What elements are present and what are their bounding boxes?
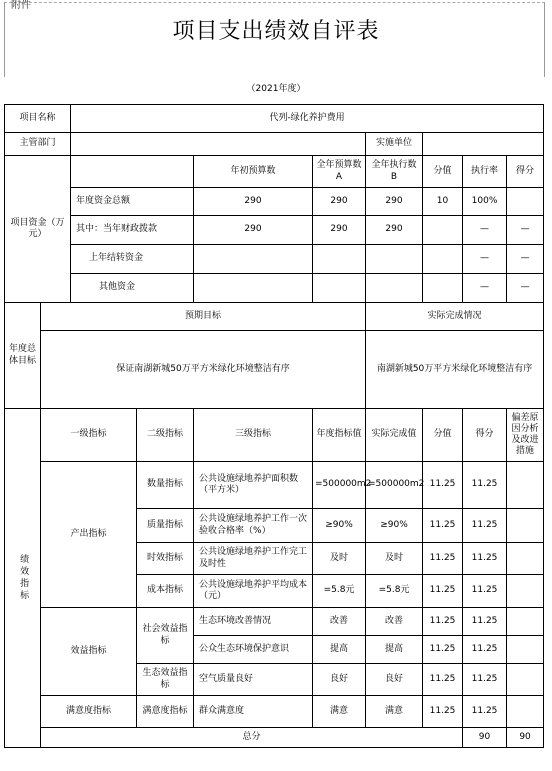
funds-row-score: — bbox=[507, 274, 544, 303]
level3-score: 11.25 bbox=[463, 636, 507, 664]
level3-score: 11.25 bbox=[463, 462, 507, 509]
level3-target: 提高 bbox=[313, 636, 366, 664]
funds-header-exec: 全年执行数 B bbox=[366, 156, 423, 188]
level3-name: 公共设施绿地养护面积数（平方米） bbox=[194, 462, 313, 509]
goal-planned-header: 预期目标 bbox=[41, 303, 366, 331]
perf-label-cell bbox=[5, 409, 41, 748]
funds-row-rate: 100% bbox=[463, 188, 507, 216]
level3-actual: 满意 bbox=[366, 696, 423, 728]
funds-row-annual bbox=[313, 245, 366, 274]
level3-target: =5.8元 bbox=[313, 575, 366, 608]
level3-score: 11.25 bbox=[463, 543, 507, 575]
level3-name: 公共设施绿地养护工作一次验收合格率（%） bbox=[194, 509, 313, 543]
level3-name: 空气质量良好 bbox=[194, 664, 313, 696]
level3-actual: ≥90% bbox=[366, 509, 423, 543]
impl-label: 实施单位 bbox=[366, 133, 423, 156]
level3-name: 生态环境改善情况 bbox=[194, 608, 313, 636]
level3-score-val: 11.25 bbox=[423, 696, 463, 728]
level2-cost: 成本指标 bbox=[137, 575, 194, 608]
level3-target: 及时 bbox=[313, 543, 366, 575]
level3-target: 满意 bbox=[313, 696, 366, 728]
level3-name: 群众满意度 bbox=[194, 696, 313, 728]
perf-header-target: 年度指标值 bbox=[313, 409, 366, 462]
level3-score-val: 11.25 bbox=[423, 462, 463, 509]
funds-row-rate: — bbox=[463, 245, 507, 274]
funds-row-init bbox=[194, 245, 313, 274]
level3-name: 公共设施绿地养护平均成本（元） bbox=[194, 575, 313, 608]
funds-header-rate: 执行率 bbox=[463, 156, 507, 188]
level3-score-val: 11.25 bbox=[423, 543, 463, 575]
level2-satisfaction: 满意度指标 bbox=[137, 696, 194, 728]
level3-target: =500000m2 bbox=[313, 462, 366, 509]
level3-deviation bbox=[507, 543, 544, 575]
funds-row-annual: 290 bbox=[313, 188, 366, 216]
level3-score: 11.25 bbox=[463, 575, 507, 608]
goal-planned: 保证南湖新城50万平方米绿化环境整洁有序 bbox=[41, 331, 366, 409]
level3-deviation bbox=[507, 509, 544, 543]
perf-header-level3: 三级指标 bbox=[194, 409, 313, 462]
funds-row-score-val: 10 bbox=[423, 188, 463, 216]
funds-row-score-val bbox=[423, 245, 463, 274]
level1-output: 产出指标 bbox=[41, 462, 137, 608]
level3-deviation bbox=[507, 462, 544, 509]
funds-row-exec: 290 bbox=[366, 216, 423, 245]
perf-label: 绩效指标 bbox=[18, 554, 29, 602]
level3-score-val: 11.25 bbox=[423, 608, 463, 636]
year-label: （2021年度） bbox=[246, 84, 306, 94]
funds-row-init: 290 bbox=[194, 188, 313, 216]
level3-score-val: 11.25 bbox=[423, 664, 463, 696]
funds-label: 项目资金（万元） bbox=[5, 156, 71, 303]
funds-row-exec bbox=[366, 245, 423, 274]
level3-actual: 改善 bbox=[366, 608, 423, 636]
funds-header-score: 得分 bbox=[507, 156, 544, 188]
level3-actual: 提高 bbox=[366, 636, 423, 664]
level2-social: 社会效益指标 bbox=[137, 608, 194, 664]
level3-target: 良好 bbox=[313, 664, 366, 696]
impl-value bbox=[423, 133, 544, 156]
funds-row-name: 其中：当年财政拨款 bbox=[71, 216, 194, 245]
level3-actual: 良好 bbox=[366, 664, 423, 696]
project-name-label: 项目名称 bbox=[5, 105, 71, 133]
funds-header-init: 年初预算数 bbox=[194, 156, 313, 188]
funds-row-rate: — bbox=[463, 216, 507, 245]
funds-row-score: — bbox=[507, 245, 544, 274]
funds-header-blank bbox=[71, 156, 194, 188]
funds-header-annual: 全年预算数 A bbox=[313, 156, 366, 188]
level1-benefit: 效益指标 bbox=[41, 608, 137, 696]
perf-header-level1: 一级指标 bbox=[41, 409, 137, 462]
level3-target: 改善 bbox=[313, 608, 366, 636]
level2-quantity: 数量指标 bbox=[137, 462, 194, 509]
level3-score: 11.25 bbox=[463, 608, 507, 636]
level3-score-val: 11.25 bbox=[423, 636, 463, 664]
total-label: 总分 bbox=[41, 728, 463, 748]
goal-label: 年度总体目标 bbox=[5, 303, 41, 409]
level3-actual: =5.8元 bbox=[366, 575, 423, 608]
level3-name: 公众生态环境保护意识 bbox=[194, 636, 313, 664]
dept-value bbox=[71, 133, 366, 156]
perf-header-score-val: 分值 bbox=[423, 409, 463, 462]
funds-row-score-val bbox=[423, 274, 463, 303]
perf-header-score: 得分 bbox=[463, 409, 507, 462]
level2-quality: 质量指标 bbox=[137, 509, 194, 543]
level3-score: 11.25 bbox=[463, 664, 507, 696]
level3-deviation bbox=[507, 636, 544, 664]
funds-row-rate: — bbox=[463, 274, 507, 303]
goal-actual-header: 实际完成情况 bbox=[366, 303, 544, 331]
corner-label: 附件 bbox=[11, 0, 31, 11]
funds-row-init bbox=[194, 274, 313, 303]
level2-timeliness: 时效指标 bbox=[137, 543, 194, 575]
funds-row-exec bbox=[366, 274, 423, 303]
funds-row-annual bbox=[313, 274, 366, 303]
level3-score: 11.25 bbox=[463, 509, 507, 543]
level3-score-val: 11.25 bbox=[423, 575, 463, 608]
total-score: 90 bbox=[507, 728, 544, 748]
funds-row-annual: 290 bbox=[313, 216, 366, 245]
level3-score: 11.25 bbox=[463, 696, 507, 728]
level3-score-val: 11.25 bbox=[423, 509, 463, 543]
level3-deviation bbox=[507, 608, 544, 636]
page-title: 项目支出绩效自评表 bbox=[172, 19, 380, 44]
perf-header-level2: 二级指标 bbox=[137, 409, 194, 462]
level3-actual: 及时 bbox=[366, 543, 423, 575]
evaluation-table bbox=[4, 104, 544, 748]
level1-satisfaction: 满意度指标 bbox=[41, 696, 137, 728]
level3-deviation bbox=[507, 696, 544, 728]
perf-header-actual: 实际完成值 bbox=[366, 409, 423, 462]
goal-actual: 南湖新城50万平方米绿化环境整洁有序 bbox=[366, 331, 544, 409]
funds-header-score-val: 分值 bbox=[423, 156, 463, 188]
level2-ecological: 生态效益指标 bbox=[137, 664, 194, 696]
funds-row-score bbox=[507, 188, 544, 216]
level3-target: ≥90% bbox=[313, 509, 366, 543]
funds-row-score: — bbox=[507, 216, 544, 245]
funds-row-exec: 290 bbox=[366, 188, 423, 216]
funds-row-score-val bbox=[423, 216, 463, 245]
funds-row-name: 其他资金 bbox=[71, 274, 194, 303]
level3-deviation bbox=[507, 664, 544, 696]
dept-label: 主管部门 bbox=[5, 133, 71, 156]
project-name-value: 代列-绿化养护费用 bbox=[71, 105, 544, 133]
total-score-val: 90 bbox=[463, 728, 507, 748]
level3-deviation bbox=[507, 575, 544, 608]
perf-header-deviation: 偏差原因分析及改进措施 bbox=[507, 409, 544, 462]
level3-name: 公共设施绿地养护工作完工及时性 bbox=[194, 543, 313, 575]
funds-row-name: 年度资金总额 bbox=[71, 188, 194, 216]
funds-row-init: 290 bbox=[194, 216, 313, 245]
funds-row-name: 上年结转资金 bbox=[71, 245, 194, 274]
level3-actual: =500000m2 bbox=[366, 462, 423, 509]
